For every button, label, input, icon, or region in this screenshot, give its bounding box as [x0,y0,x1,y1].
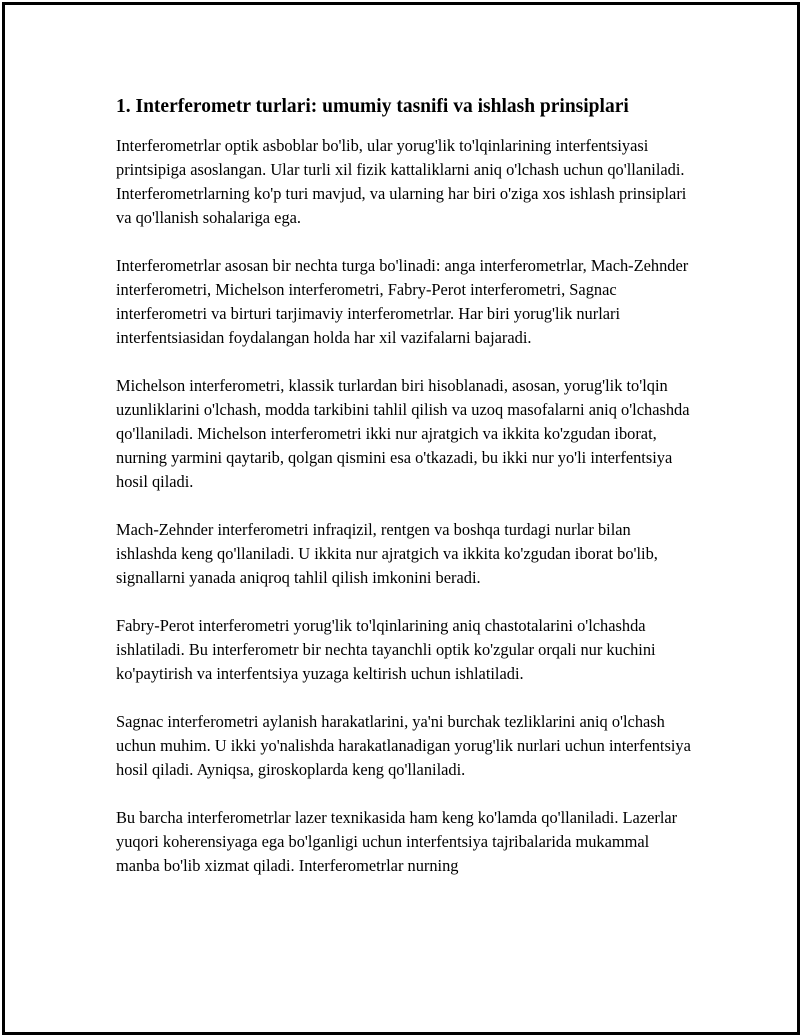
document-body [116,94,691,902]
paragraph-michelson: Michelson interferometri, klassik turlardan biri hisoblanadi, asosan, yorug'lik to'lqin uzunliklarini o'lchash, modda tarkibini tahlil qilish va uzoq masofalarni aniq o'lchashda qo'llaniladi. Michelson interferometri ikki nur ajratgich va ikkita ko'zgudan iborat, nurning yarmini qaytarib, qolgan qismini esa o'tkazadi, bu ikki nur yo'li interfentsiya hosil qiladi. [116,376,690,491]
paragraph-intro: Interferometrlar optik asboblar bo'lib, ular yorug'lik to'lqinlarining interfentsiyasi printsipiga asoslangan. Ular turli xil fizik kattaliklarni aniq o'lchash uchun qo'llaniladi. Interferometrlarning ko'p turi mavjud, va ularning har biri o'ziga xos ishlash prinsiplari va qo'llanish sohalariga ega. [116,136,687,227]
paragraph-lasers: Bu barcha interferometrlar lazer texnikasida ham keng ko'lamda qo'llaniladi. Lazerlar yuqori koherensiyaga ega bo'lganligi uchun interfentsiya tajribalarida mukammal manba bo'lib xizmat qiladi. Interferometrlar nurning [116,808,678,875]
paragraph-sagnac: Sagnac interferometri aylanish harakatlarini, ya'ni burchak tezliklarini aniq o'lchash uchun muhim. U ikki yo'nalishda harakatlanadigan yorug'lik nurlari uchun interfentsiya hosil qiladi. Ayniqsa, giroskoplarda keng qo'llaniladi. [116,712,691,779]
paragraph-types: Interferometrlar asosan bir nechta turga bo'linadi: anga interferometrlar, Mach-Zehnder interferometri, Michelson interferometri, Fabry-Perot interferometri, Sagnac interferometri va birturi tarjimaviy interferometrlar. Har biri yorug'lik nurlari interfentsiasidan foydalangan holda har xil vazifalarni bajaradi. [116,256,689,347]
paragraph-fabry-perot: Fabry-Perot interferometri yorug'lik to'lqinlarining aniq chastotalarini o'lchashda ishlatiladi. Bu interferometr bir nechta tayanchli optik ko'zgular orqali nur kuchini ko'paytirish va interfentsiya yuzaga keltirish uchun ishlatiladi. [116,616,656,683]
section-heading: 1. Interferometr turlari: umumiy tasnifi va ishlash prinsiplari [116,96,629,117]
paragraph-mach-zehnder: Mach-Zehnder interferometri infraqizil, rentgen va boshqa turdagi nurlar bilan ishlashda keng qo'llaniladi. U ikkita nur ajratgich va ikkita ko'zgudan iborat bo'lib, signallarni yanada aniqroq tahlil qilish imkonini beradi. [116,520,658,587]
